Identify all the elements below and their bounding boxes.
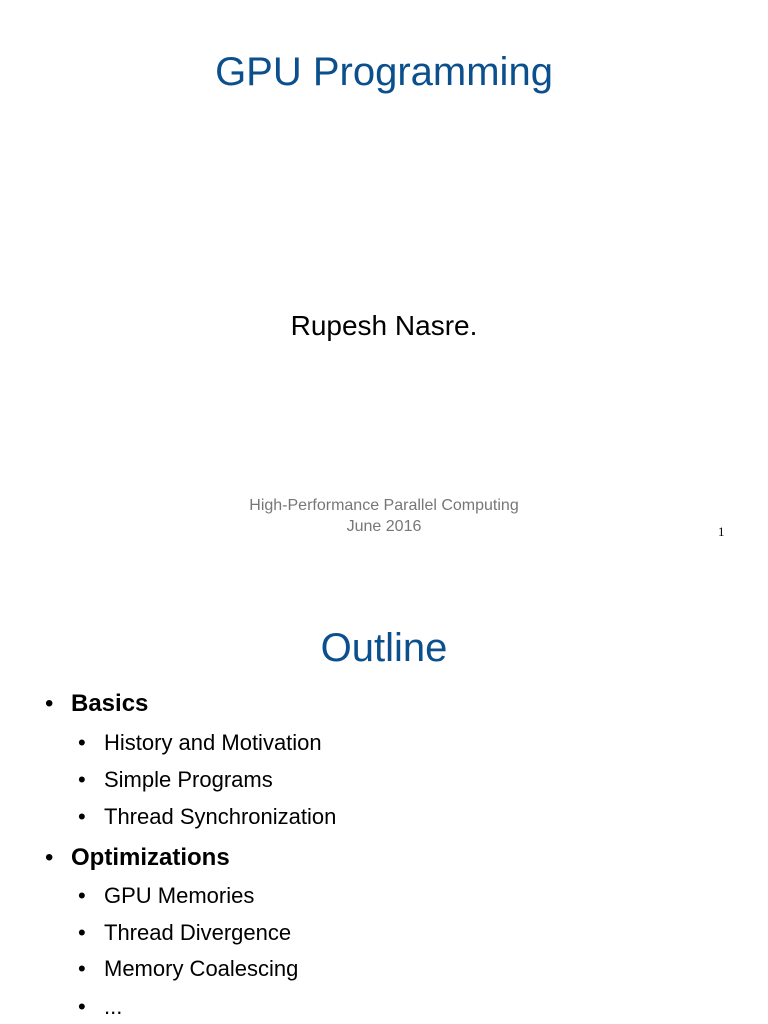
item-label: Thread Divergence (104, 920, 292, 945)
bullet-glyph: • (78, 920, 86, 945)
slide-title: GPU Programming (215, 50, 553, 94)
outline-item (78, 918, 291, 948)
bullet-glyph: • (78, 956, 86, 981)
outline-section-optimizations (45, 842, 230, 874)
outline-item (78, 802, 336, 832)
section-label: Optimizations (71, 844, 230, 871)
bullet-glyph: • (78, 883, 86, 908)
outline-item (78, 765, 273, 795)
outline-title: Outline (320, 626, 448, 670)
outline-slide (0, 576, 768, 1024)
presentation-date: June 2016 (346, 518, 422, 535)
outline-item (78, 728, 322, 758)
bullet-glyph: • (78, 994, 86, 1019)
item-label: Thread Synchronization (104, 804, 337, 829)
bullet-glyph: • (45, 844, 54, 871)
outline-item (78, 881, 254, 911)
outline-section-basics (45, 688, 148, 720)
item-label: History and Motivation (104, 730, 322, 755)
outline-item (78, 992, 122, 1022)
author-name: Rupesh Nasre. (290, 310, 478, 341)
section-label: Basics (71, 690, 149, 717)
item-label: GPU Memories (104, 883, 255, 908)
bullet-glyph: • (45, 690, 54, 717)
item-label: Simple Programs (104, 767, 273, 792)
course-name: High-Performance Parallel Computing (249, 497, 519, 514)
bullet-glyph: • (78, 767, 86, 792)
item-label: Memory Coalescing (104, 956, 299, 981)
page-number: 1 (718, 524, 725, 539)
item-label: ... (104, 994, 123, 1019)
bullet-glyph: • (78, 804, 86, 829)
slide-footer (0, 495, 768, 537)
bullet-glyph: • (78, 730, 86, 755)
outline-item (78, 954, 298, 984)
